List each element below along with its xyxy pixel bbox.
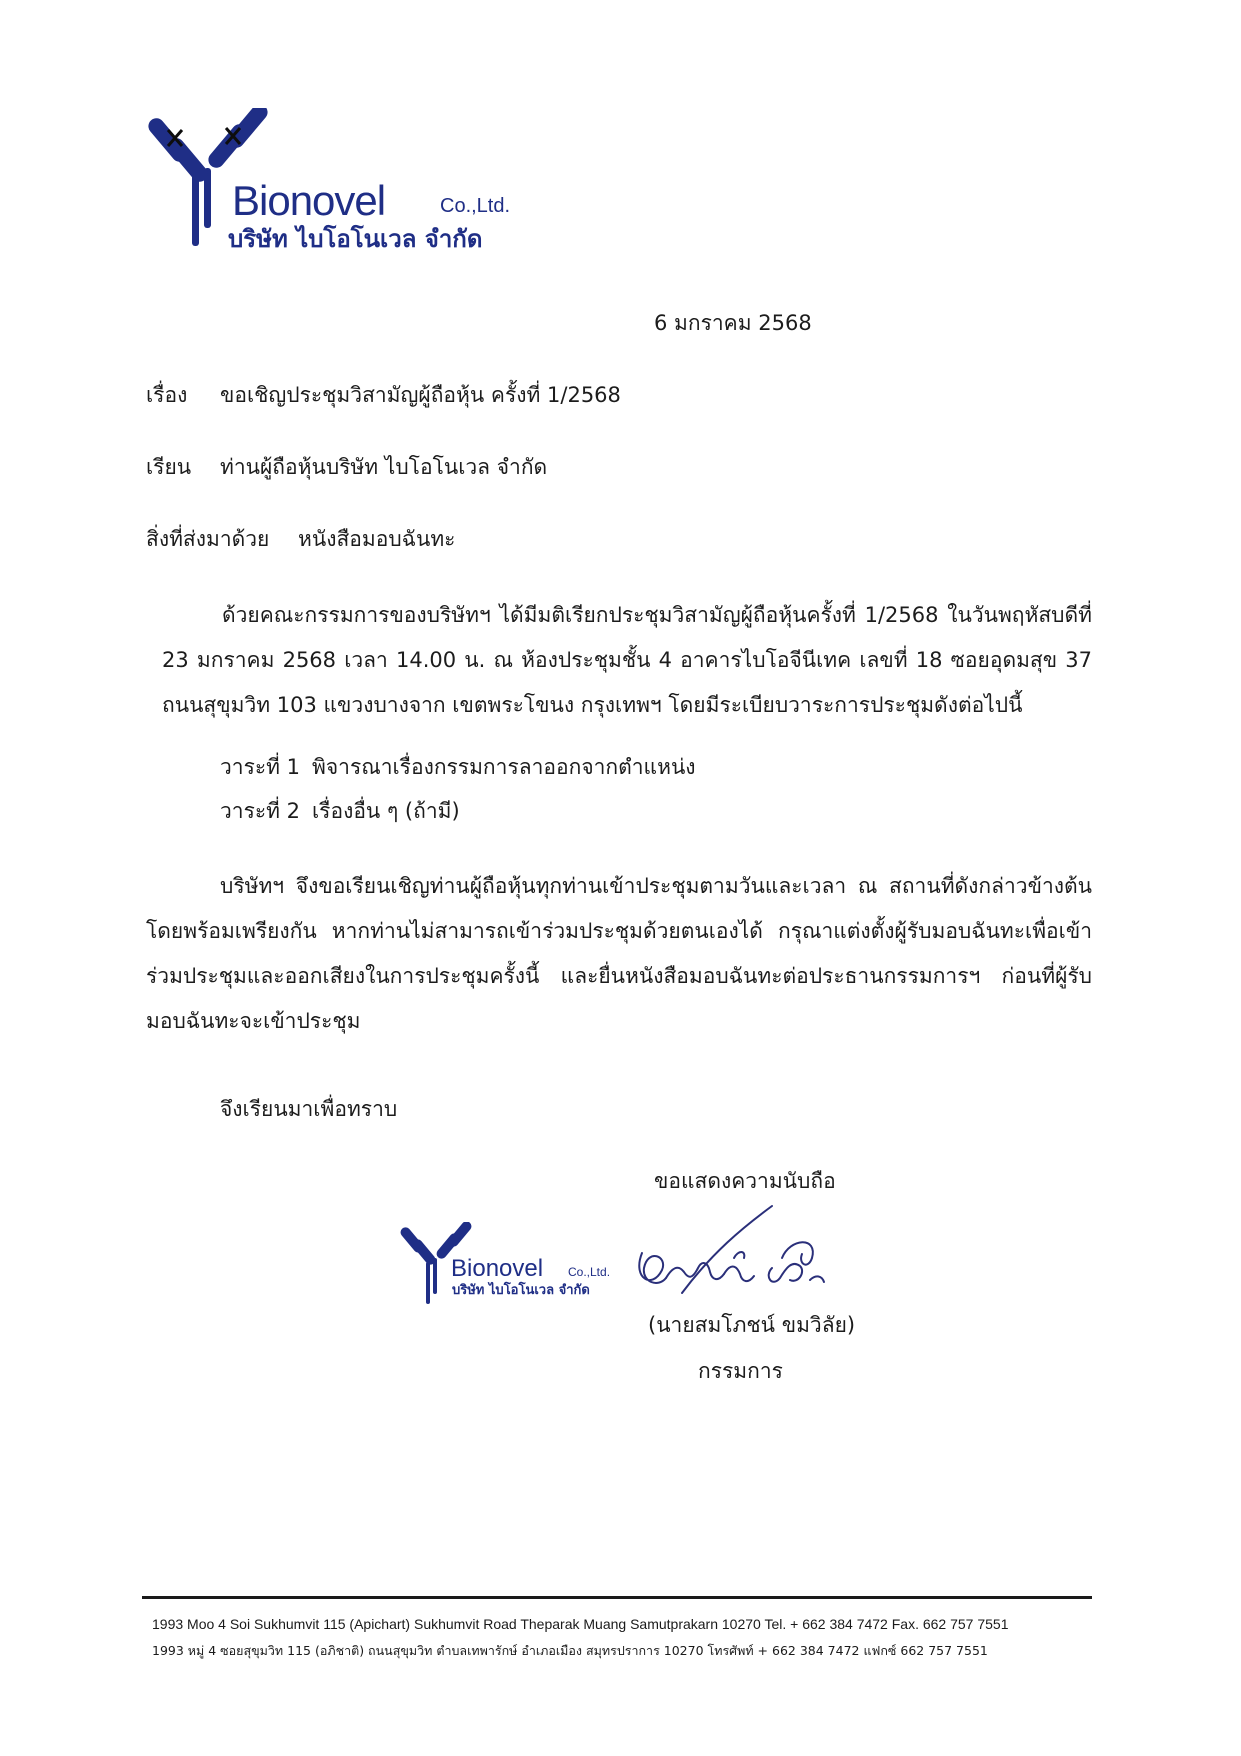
signer-title: กรรมการ (698, 1359, 783, 1383)
agenda-2-label: วาระที่ 2 (220, 799, 301, 823)
footer-address-en: 1993 Moo 4 Soi Sukhumvit 115 (Apichart) Sukhumvit Road Theparak Muang Samutprakarn 10270 Tel. + 662 384 7472 Fax. 662 757 7551 (152, 1616, 1009, 1632)
footer-address-th: 1993 หมู่ 4 ซอยสุขุมวิท 115 (อภิชาติ) ถนนสุขุมวิท ตำบลเทพารักษ์ อำเภอเมือง สมุทรปราการ 10270 โทรศัพท์ + 662 384 7472 แฟกซ์ 662 757 7551 (152, 1643, 988, 1658)
enclosure-text: หนังสือมอบฉันทะ (298, 527, 456, 551)
letter-date: 6 มกราคม 2568 (654, 311, 812, 335)
stamp-company-name-en: Bionovel (451, 1255, 544, 1282)
body-paragraph-1: ด้วยคณะกรรมการของบริษัทฯ ได้มีมติเรียกประชุมวิสามัญผู้ถือหุ้นครั้งที่ 1/2568 ในวันพฤหัสบดีที่ 23 มกราคม 2568 เวลา 14.00 น. ณ ห้องประชุมชั้น 4 อาคารไบโอจีนีเทค เลขที่ 18 ซอยอุดมสุข 37 ถนนสุขุมวิท 103 แขวงบางจาก เขตพระโขนง กรุงเทพฯ โดยมีระเบียบวาระการประชุมดังต่อไปนี้ (162, 603, 1093, 717)
regards-line: ขอแสดงความนับถือ (654, 1169, 836, 1193)
subject-text: ขอเชิญประชุมวิสามัญผู้ถือหุ้น ครั้งที่ 1/2568 (220, 383, 621, 407)
signer-name: (นายสมโภชน์ ขมวิลัย) (648, 1313, 856, 1337)
to-label: เรียน (146, 455, 192, 479)
footer-divider (142, 1596, 1092, 1599)
stamp-company-suffix-en: Co.,Ltd. (568, 1265, 611, 1279)
enclosure-label: สิ่งที่ส่งมาด้วย (146, 527, 270, 551)
company-suffix-en: Co.,Ltd. (440, 195, 511, 217)
company-name-en: Bionovel (232, 177, 386, 224)
agenda-2-text: เรื่องอื่น ๆ (ถ้ามี) (312, 799, 460, 823)
stamp-company-name-th: บริษัท ไบโอโนเวล จำกัด (452, 1283, 590, 1298)
closing-line: จึงเรียนมาเพื่อทราบ (220, 1097, 398, 1121)
subject-label: เรื่อง (146, 383, 188, 407)
agenda-1-label: วาระที่ 1 (220, 755, 301, 779)
body-paragraph-2: บริษัทฯ จึงขอเรียนเชิญท่านผู้ถือหุ้นทุกท่านเข้าประชุมตามวันและเวลา ณ สถานที่ดังกล่าวข้างต้น โดยพร้อมเพรียงกัน หากท่านไม่สามารถเข้าร่วมประชุมด้วยตนเองได้ กรุณาแต่งตั้งผู้รับมอบฉันทะเพื่อเข้าร่วมประชุมและออกเสียงในการประชุมครั้งนี้ และยื่นหนังสือมอบฉันทะต่อประธานกรรมการฯ ก่อนที่ผู้รับมอบฉันทะจะเข้าประชุม (146, 874, 1092, 1033)
agenda-1-text: พิจารณาเรื่องกรรมการลาออกจากตำแหน่ง (312, 755, 696, 779)
handwritten-signature (622, 1198, 832, 1308)
to-text: ท่านผู้ถือหุ้นบริษัท ไบโอโนเวล จำกัด (220, 455, 548, 479)
company-name-th: บริษัท ไบโอโนเวล จำกัด (228, 225, 483, 253)
